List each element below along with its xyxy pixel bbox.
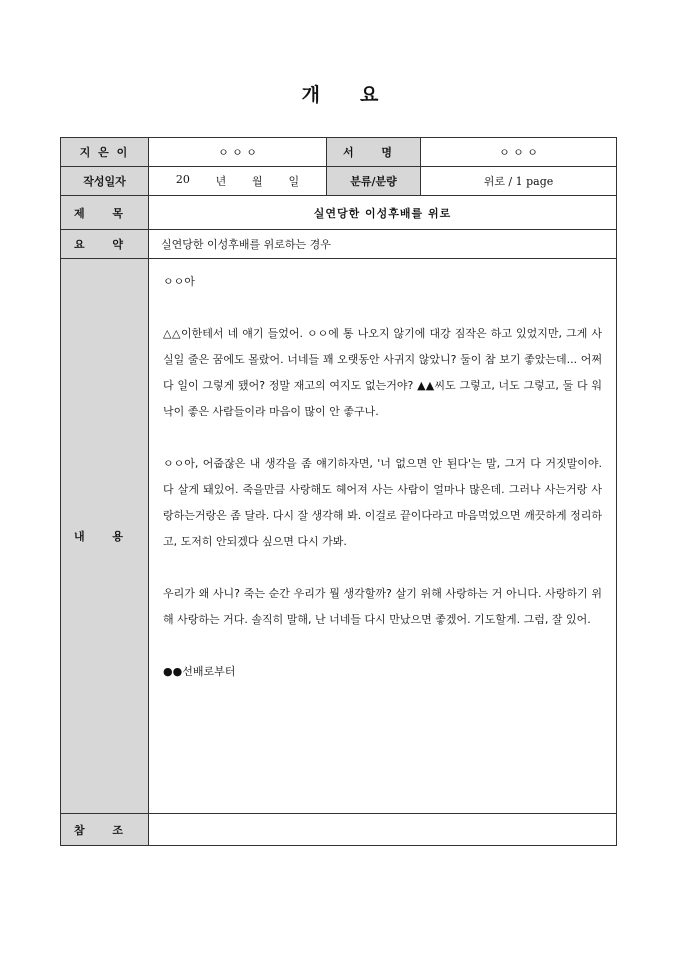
row-date	[61, 167, 617, 196]
value-author: ㅇ ㅇ ㅇ	[149, 138, 327, 167]
date-day-unit: 일	[288, 175, 300, 188]
label-author: 지 은 이	[61, 138, 149, 167]
value-summary: 실연당한 이성후배를 위로하는 경우	[149, 230, 617, 259]
content-greeting: ㅇㅇ아	[163, 275, 195, 288]
content-paragraph-2: ㅇㅇ아, 어줍잖은 내 생각을 좀 얘기하자면, '너 없으면 안 된다'는 말, 그거 다 거짓말이야. 다 살게 돼있어. 죽을만큼 사랑해도 헤어져 사는 사람이 얼마나 많은데. 그러나 사는거랑 사랑하는거랑은 좀 달라. 다시 잘 생각해 봐. 이걸로 끝이다라고 마음먹었으면 깨끗하게 정리하고, 도저히 안되겠다 싶으면 다시 가봐.	[163, 457, 602, 548]
date-year-unit: 년	[215, 175, 227, 188]
label-subject: 제 목	[61, 196, 149, 230]
content-paragraph-3: 우리가 왜 사니? 죽는 순간 우리가 뭘 생각할까? 살기 위해 사랑하는 거 아니다. 사랑하기 위해 사랑하는 거다. 솔직히 말해, 난 너네들 다시 만났으면 좋겠어. 기도할게. 그럼, 잘 있어.	[163, 587, 602, 626]
row-subject	[61, 196, 617, 230]
value-date	[149, 167, 327, 196]
date-year: 20	[175, 173, 190, 186]
value-reference	[149, 814, 617, 846]
value-category: 위로 / 1 page	[421, 167, 617, 196]
value-signature: ㅇ ㅇ ㅇ	[421, 138, 617, 167]
row-summary	[61, 230, 617, 259]
content-paragraph-1: △△이한테서 네 얘기 들었어. ㅇㅇ에 통 나오지 않기에 대강 짐작은 하고 있었지만, 그게 사실일 줄은 꿈에도 몰랐어. 너네들 꽤 오랫동안 사귀지 않았니? 둘이 참 보기 좋았는데... 어쩌다 일이 그렇게 됐어? 정말 재고의 여지도 없는거야? ▲▲씨도 그렇고, 너도 그렇고, 둘 다 워낙이 좋은 사람들이라 마음이 많이 안 좋구나.	[163, 327, 602, 418]
content-closing: ●●선배로부터	[163, 665, 236, 678]
title-char-right: 요	[360, 84, 379, 106]
date-month-unit: 월	[252, 175, 263, 188]
document-title	[0, 80, 680, 107]
label-summary: 요 약	[61, 230, 149, 259]
label-content: 내 용	[61, 259, 149, 814]
label-signature: 서 명	[327, 138, 421, 167]
label-reference: 참 조	[61, 814, 149, 846]
row-author	[61, 138, 617, 167]
title-char-left: 개	[301, 84, 320, 106]
label-category: 분류/분량	[327, 167, 421, 196]
value-subject: 실연당한 이성후배를 위로	[149, 196, 617, 230]
overview-form-table	[60, 137, 617, 846]
row-content	[61, 259, 617, 814]
label-date: 작성일자	[61, 167, 149, 196]
row-reference	[61, 814, 617, 846]
value-content	[149, 259, 617, 814]
